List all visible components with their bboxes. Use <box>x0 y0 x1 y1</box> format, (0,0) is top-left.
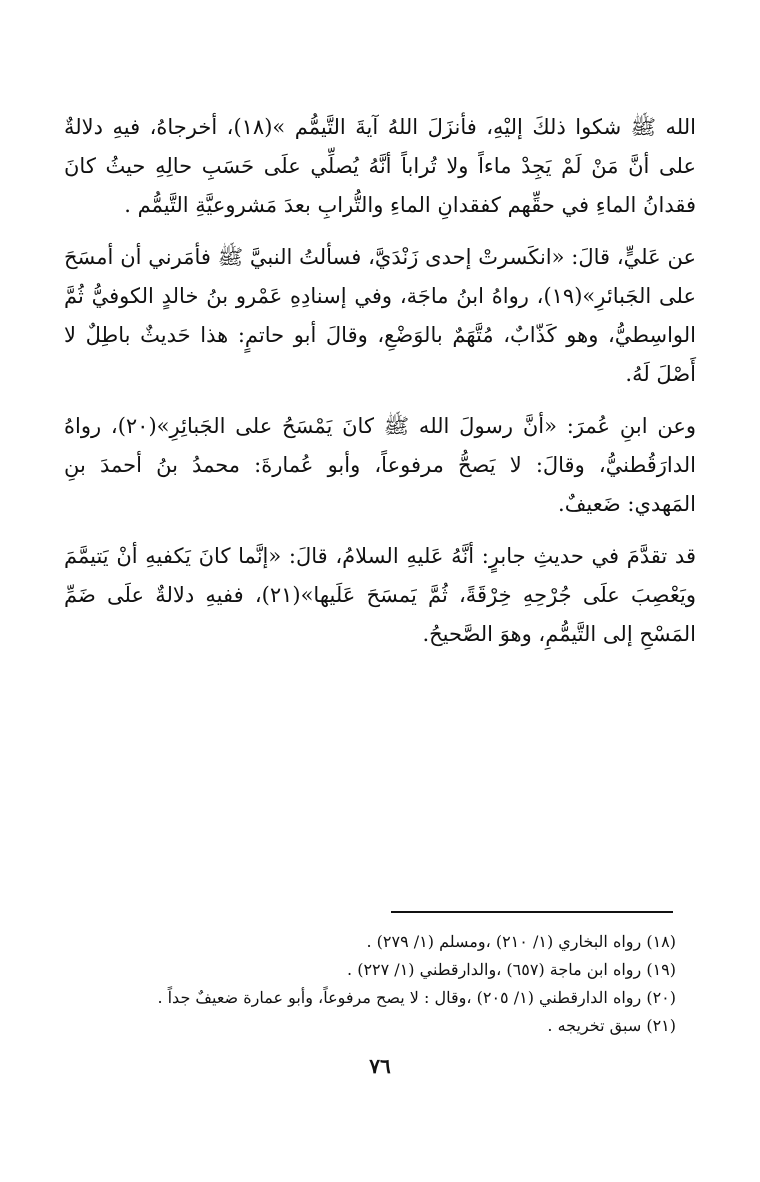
paragraph-2: عن عَليٍّ، قالَ: «انكَسرتْ إحدى زَنْدَيَّ، فسألتُ النبيَّ ﷺ فأمَرني أن أمسَحَ على الجَبائرِ»(١٩)، رواهُ ابنُ ماجَة، وفي إسنادِهِ عَمْرو بنُ خالدٍ الكوفيُّ ثُمَّ الواسِطيُّ، وهو كَذّابٌ، مُتَّهَمٌ بالوَضْعِ، وقالَ أبو حاتمٍ: هذا حَديثٌ باطِلٌ لا أَصْلَ لَهُ. <box>64 245 696 386</box>
footnote-18: (١٨) رواه البخاري (١/ ٢١٠) ،ومسلم (١/ ٢٧٩) . <box>366 932 676 951</box>
paragraph-3: وعن ابنِ عُمرَ: «أنَّ رسولَ الله ﷺ كانَ يَمْسَحُ على الجَبائِرِ»(٢٠)، رواهُ الدارَقُطنيُّ، وقالَ: لا يَصحُّ مرفوعاً، وأبو عُمارةَ: محمدُ بنُ أحمدَ بنِ المَهدي: ضَعيفٌ. <box>64 414 697 516</box>
footnote-19: (١٩) رواه ابن ماجة (٦٥٧) ،والدارقطني (١/ ٢٢٧) . <box>347 960 676 979</box>
paragraph-1: الله ﷺ شكوا ذلكَ إليْهِ، فأنزَلَ اللهُ آيةَ التَّيمُّم »(١٨)، أخرجاهُ، فيهِ دلالةٌ على أنَّ مَنْ لَمْ يَجِدْ ماءاً ولا تُراباً أنَّهُ يُصلِّي علَى حَسَبِ حالِهِ حيثُ كانَ فقدانُ الماءِ في حقِّهم كفقدانِ الماءِ والتُّرابِ بعدَ مَشروعيَّةِ التَّيمُّم . <box>64 115 696 217</box>
main-text <box>64 108 696 654</box>
footnote-separator <box>391 911 673 913</box>
footnote-20: (٢٠) رواه الدارقطني (١/ ٢٠٥) ،وقال : لا يصح مرفوعاً، وأبو عمارة ضعيفٌ جداً . <box>157 988 676 1007</box>
footnote-21: (٢١) سبق تخريجه . <box>547 1016 676 1035</box>
page-number: ٧٦ <box>369 1054 391 1078</box>
paragraph-4: قد تقدَّمَ في حديثِ جابرٍ: أنَّهُ عَليهِ السلامُ، قالَ: «إنَّما كانَ يَكفيهِ أنْ يَتيمَّمَ ويَعْصِبَ علَى جُرْحِهِ خِرْقَةً، ثُمَّ يَمسَحَ عَلَيها»(٢١)، ففيهِ دلالةٌ علَى ضَمِّ المَسْحِ إلى التَّيمُّمِ، وهوَ الصَّحيحُ. <box>64 544 696 646</box>
footnotes <box>80 928 676 1040</box>
